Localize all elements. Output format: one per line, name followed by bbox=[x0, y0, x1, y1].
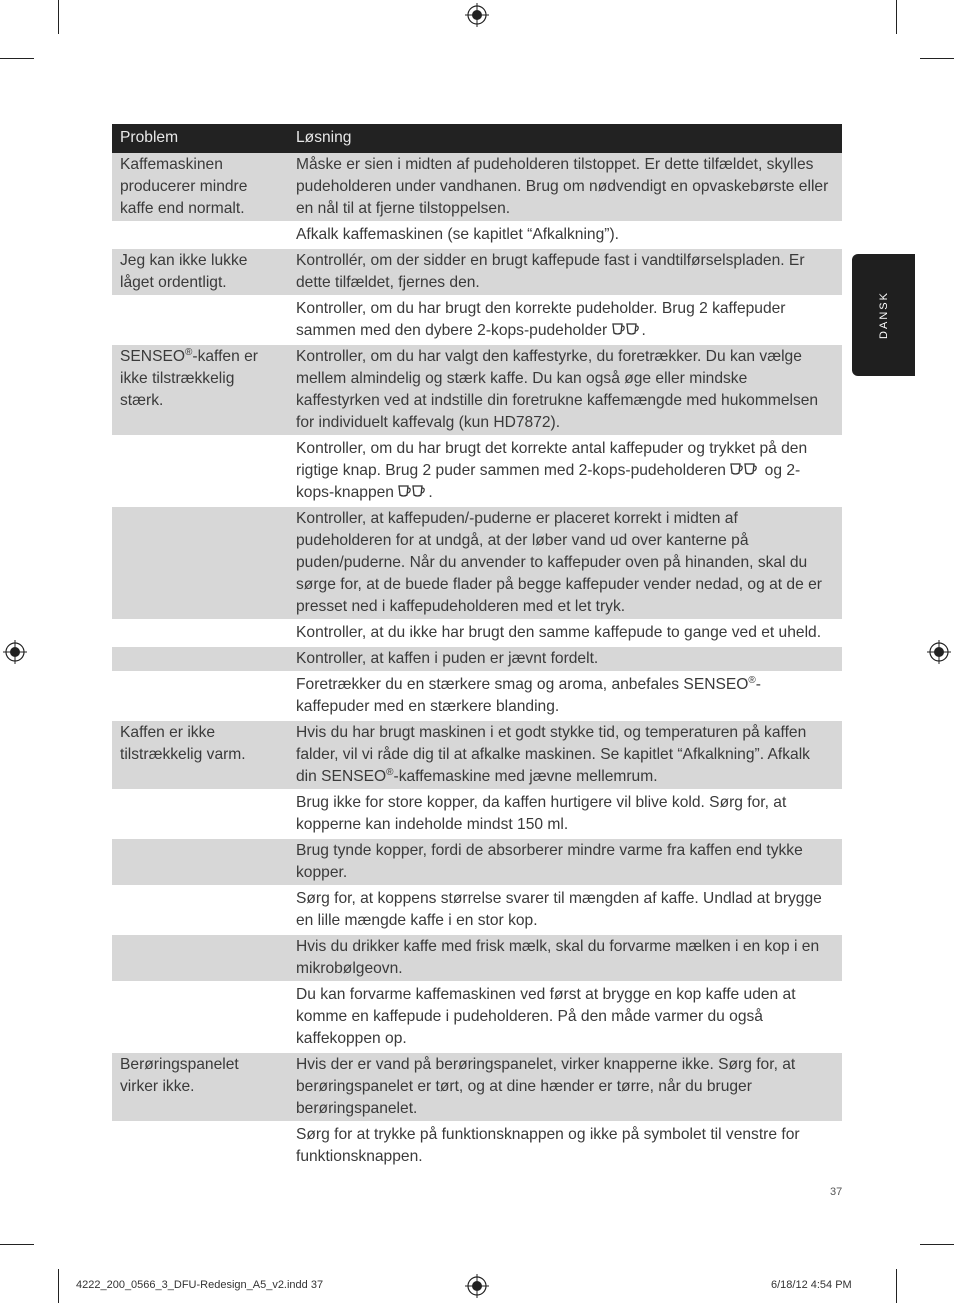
table-row bbox=[112, 222, 842, 248]
solution-cell: Afkalk kaffemaskinen (se kapitlet “Afkalkning”). bbox=[288, 222, 842, 248]
solution-text: Kontroller, om du har brugt den korrekte pudeholder. Brug 2 kaffepuder sammen med den dybere 2-kops-pudeholder bbox=[296, 300, 786, 339]
problem-text: -kaffen er ikke tilstrækkelig stærk. bbox=[120, 348, 258, 409]
crop-mark bbox=[920, 1244, 954, 1245]
problem-cell: Berøringspanelet virker ikke. bbox=[112, 1052, 288, 1122]
table-row bbox=[112, 620, 842, 646]
problem-cell: Kaffemaskinen producerer mindre kaffe end normalt. bbox=[112, 153, 288, 222]
registered-mark: ® bbox=[185, 347, 193, 358]
solution-cell: Brug tynde kopper, fordi de absorberer mindre varme fra kaffen end tykke kopper. bbox=[288, 838, 842, 886]
registration-mark-icon bbox=[464, 2, 490, 28]
solution-text: -kaffemaskine med jævne mellemrum. bbox=[393, 768, 658, 785]
registration-mark-icon bbox=[2, 639, 28, 665]
solution-cell: Sørg for at trykke på funktionsknappen og ikke på symbolet til venstre for funktionsknappen. bbox=[288, 1122, 842, 1169]
header-problem: Problem bbox=[112, 124, 288, 153]
header-solution: Løsning bbox=[288, 124, 842, 153]
table-row bbox=[112, 838, 842, 886]
print-slug-file: 4222_200_0566_3_DFU-Redesign_A5_v2.indd 37 bbox=[76, 1279, 324, 1291]
crop-mark bbox=[896, 1269, 897, 1303]
solution-cell: Sørg for, at koppens størrelse svarer til mængden af kaffe. Undlad at brygge en lille mængde kaffe i en stor kop. bbox=[288, 886, 842, 934]
table-row bbox=[112, 886, 842, 934]
problem-cell bbox=[112, 838, 288, 886]
solution-text: Kontroller, om du har brugt det korrekte antal kaffepuder og trykket på den rigtige knap. Brug 2 puder sammen med 2-kops-pudeholderen bbox=[296, 440, 808, 479]
problem-cell bbox=[112, 1122, 288, 1169]
problem-cell bbox=[112, 672, 288, 720]
brand-name: SENSEO bbox=[120, 348, 185, 365]
solution-cell: Kontroller, at du ikke har brugt den samme kaffepude to gange ved et uheld. bbox=[288, 620, 842, 646]
solution-cell: Kontroller, om du har valgt den kaffestyrke, du foretrækker. Du kan vælge mellem almindelig og stærk kaffe. Du kan også øge eller mindske kaffestyrken ved at indstille din foretrukne kaffemængde med hukommelsen for individuelt kaffevalg (kun HD7872). bbox=[288, 344, 842, 436]
table-row bbox=[112, 296, 842, 344]
table-row bbox=[112, 248, 842, 296]
problem-cell bbox=[112, 620, 288, 646]
sentence-period: . bbox=[428, 484, 433, 501]
table-row bbox=[112, 1122, 842, 1169]
solution-cell bbox=[288, 720, 842, 790]
registration-mark-icon bbox=[926, 639, 952, 665]
table-row bbox=[112, 672, 842, 720]
solution-cell bbox=[288, 296, 842, 344]
table-row bbox=[112, 1052, 842, 1122]
sentence-period: . bbox=[641, 322, 646, 339]
problem-cell bbox=[112, 344, 288, 436]
table-row bbox=[112, 982, 842, 1052]
problem-cell: Kaffen er ikke tilstrækkelig varm. bbox=[112, 720, 288, 790]
solution-text: Foretrækker du en stærkere smag og aroma, anbefales SENSEO bbox=[296, 676, 749, 693]
problem-cell bbox=[112, 296, 288, 344]
table-row bbox=[112, 344, 842, 436]
troubleshooting-table bbox=[112, 124, 842, 1169]
table-row bbox=[112, 934, 842, 982]
table-header-row bbox=[112, 124, 842, 153]
solution-cell: Brug ikke for store kopper, da kaffen hurtigere vil blive kold. Sørg for, at kopperne kan indeholde mindst 150 ml. bbox=[288, 790, 842, 838]
solution-cell: Hvis der er vand på berøringspanelet, virker knapperne ikke. Sørg for, at berøringspanelet er tørt, og at dine hænder er tørre, når du bruger berøringspanelet. bbox=[288, 1052, 842, 1122]
solution-text: og 2-kops-knappen bbox=[296, 462, 801, 501]
language-tab bbox=[852, 254, 915, 376]
two-cup-icon bbox=[612, 322, 642, 336]
two-cup-icon bbox=[398, 484, 428, 498]
page-number: 37 bbox=[830, 1186, 843, 1198]
solution-cell: Måske er sien i midten af pudeholderen tilstoppet. Er dette tilfældet, skylles pudeholderen under vandhanen. Brug om nødvendigt en opvaskebørste eller en nål til at fjerne tilstoppelsen. bbox=[288, 153, 842, 222]
table-row bbox=[112, 646, 842, 672]
registered-mark: ® bbox=[748, 675, 756, 686]
table-row bbox=[112, 720, 842, 790]
table-row bbox=[112, 436, 842, 506]
crop-mark bbox=[0, 58, 34, 59]
table-row bbox=[112, 506, 842, 620]
solution-text: -kaffepuder med en stærkere blanding. bbox=[296, 676, 761, 715]
crop-mark bbox=[58, 0, 59, 34]
solution-cell: Hvis du drikker kaffe med frisk mælk, skal du forvarme mælken i en kop i en mikrobølgeovn. bbox=[288, 934, 842, 982]
problem-cell bbox=[112, 506, 288, 620]
problem-cell bbox=[112, 646, 288, 672]
language-tab-label: DANSK bbox=[877, 291, 890, 339]
solution-text: Hvis du har brugt maskinen i et godt stykke tid, og temperaturen på kaffen falder, vil vi råde dig til at afkalke maskinen. Se kapitlet “Afkalkning”. Afkalk din SENSEO bbox=[296, 724, 810, 785]
problem-cell bbox=[112, 222, 288, 248]
crop-mark bbox=[58, 1269, 59, 1303]
table-row bbox=[112, 153, 842, 222]
solution-cell bbox=[288, 672, 842, 720]
solution-cell: Du kan forvarme kaffemaskinen ved først at brygge en kop kaffe uden at komme en kaffepude i pudeholderen. På den måde varmer du også kaffekoppen op. bbox=[288, 982, 842, 1052]
two-cup-icon bbox=[730, 462, 760, 476]
print-slug-date: 6/18/12 4:54 PM bbox=[771, 1279, 852, 1291]
solution-cell: Kontrollér, om der sidder en brugt kaffepude fast i vandtilførselspladen. Er dette tilfældet, fjernes den. bbox=[288, 248, 842, 296]
registration-mark-icon bbox=[464, 1273, 490, 1299]
problem-cell bbox=[112, 790, 288, 838]
solution-cell: Kontroller, at kaffepuden/-puderne er placeret korrekt i midten af pudeholderen for at undgå, at der løber vand ud over kanterne på puden/puderne. Når du anvender to kaffepuder oven på hinanden, skal du sørge for, at de buede flader på begge kaffepuder vender nedad, og at de er presset ned i kaffepudeholderen med et let tryk. bbox=[288, 506, 842, 620]
crop-mark bbox=[0, 1244, 34, 1245]
problem-cell bbox=[112, 886, 288, 934]
problem-cell: Jeg kan ikke lukke låget ordentligt. bbox=[112, 248, 288, 296]
crop-mark bbox=[920, 58, 954, 59]
problem-cell bbox=[112, 436, 288, 506]
registered-mark: ® bbox=[386, 767, 394, 778]
problem-cell bbox=[112, 934, 288, 982]
solution-cell: Kontroller, at kaffen i puden er jævnt fordelt. bbox=[288, 646, 842, 672]
solution-cell bbox=[288, 436, 842, 506]
crop-mark bbox=[896, 0, 897, 34]
table-row bbox=[112, 790, 842, 838]
problem-cell bbox=[112, 982, 288, 1052]
